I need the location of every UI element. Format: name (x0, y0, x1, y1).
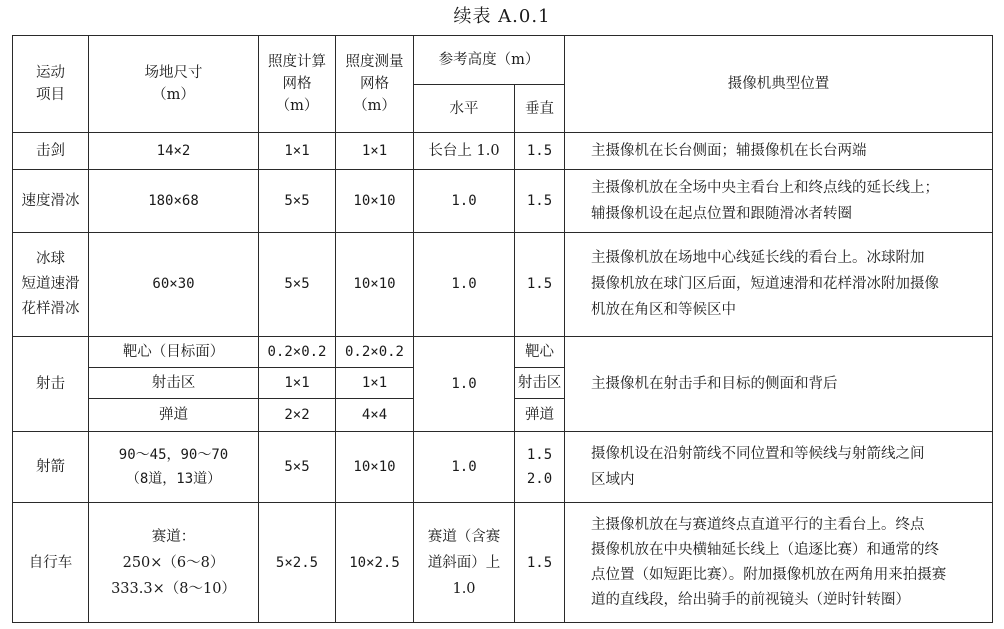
horizontal-height-cell: 1.0 (414, 232, 515, 336)
measure-grid-cell: 10×10 (336, 232, 414, 336)
field-size-cell: 180×68 (89, 170, 259, 233)
horizontal-height-cell: 1.0 (414, 336, 515, 431)
calc-grid-cell: 5×2.5 (259, 503, 336, 623)
vertical-height-cell: 弹道 (515, 399, 565, 431)
measure-grid-cell: 1×1 (336, 133, 414, 170)
camera-position-cell: 主摄像机在射击手和目标的侧面和背后 (565, 336, 993, 431)
sport-cell: 冰球 短道速滑 花样滑冰 (13, 232, 89, 336)
camera-position-cell: 主摄像机放在与赛道终点直道平行的主看台上。终点 摄像机放在中央横轴延长线上（追逐比赛）和通常的终 点位置（如短距比赛）。附加摄像机放在两角用来拍摄赛 道的直线段，给出骑手的前视镜头（逆时针转圈） (565, 503, 993, 623)
table-row (13, 503, 993, 623)
horizontal-height-cell: 1.0 (414, 431, 515, 502)
header-camera-position: 摄像机典型位置 (565, 36, 993, 133)
camera-position-cell: 摄像机设在沿射箭线不同位置和等候线与射箭线之间 区域内 (565, 431, 993, 502)
camera-position-cell: 主摄像机放在场地中心线延长线的看台上。冰球附加 摄像机放在球门区后面，短道速滑和花样滑冰附加摄像 机放在角区和等候区中 (565, 232, 993, 336)
vertical-height-cell: 1.5 (515, 503, 565, 623)
field-size-cell: 赛道： 250×（6～8） 333.3×（8～10） (89, 503, 259, 623)
camera-position-cell: 主摄像机在长台侧面；辅摄像机在长台两端 (565, 133, 993, 170)
field-size-cell: 90～45，90～70 （8道，13道） (89, 431, 259, 502)
sport-cell: 射击 (13, 336, 89, 431)
horizontal-height-cell: 1.0 (414, 170, 515, 233)
horizontal-height-cell: 赛道（含赛 道斜面）上 1.0 (414, 503, 515, 623)
field-size-cell: 14×2 (89, 133, 259, 170)
header-ref-height: 参考高度（m） (414, 36, 565, 85)
vertical-height-cell: 1.5 (515, 232, 565, 336)
field-size-cell: 弹道 (89, 399, 259, 431)
header-vertical: 垂直 (515, 84, 565, 133)
measure-grid-cell: 10×2.5 (336, 503, 414, 623)
calc-grid-cell: 1×1 (259, 368, 336, 399)
header-sport: 运动 项目 (13, 36, 89, 133)
calc-grid-cell: 1×1 (259, 133, 336, 170)
measure-grid-cell: 10×10 (336, 170, 414, 233)
calc-grid-cell: 5×5 (259, 170, 336, 233)
sport-cell: 射箭 (13, 431, 89, 502)
table-row (13, 336, 993, 367)
header-measure-grid: 照度测量 网格 （m） (336, 36, 414, 133)
vertical-height-cell: 1.5 (515, 133, 565, 170)
horizontal-height-cell: 长台上 1.0 (414, 133, 515, 170)
calc-grid-cell: 5×5 (259, 431, 336, 502)
table-row (13, 170, 993, 233)
vertical-height-cell: 靶心 (515, 336, 565, 367)
vertical-height-cell: 1.5 2.0 (515, 431, 565, 502)
measure-grid-cell: 1×1 (336, 368, 414, 399)
header-horizontal: 水平 (414, 84, 515, 133)
camera-position-cell: 主摄像机放在全场中央主看台上和终点线的延长线上； 辅摄像机设在起点位置和跟随滑冰者转圈 (565, 170, 993, 233)
sport-cell: 自行车 (13, 503, 89, 623)
vertical-height-cell: 射击区 (515, 368, 565, 399)
measure-grid-cell: 4×4 (336, 399, 414, 431)
sport-cell: 击剑 (13, 133, 89, 170)
sport-cell: 速度滑冰 (13, 170, 89, 233)
calc-grid-cell: 5×5 (259, 232, 336, 336)
vertical-height-cell: 1.5 (515, 170, 565, 233)
calc-grid-cell: 2×2 (259, 399, 336, 431)
field-size-cell: 靶心（目标面） (89, 336, 259, 367)
header-calc-grid: 照度计算 网格 （m） (259, 36, 336, 133)
camera-position-table (12, 35, 993, 623)
table-caption: 续表 A.0.1 (453, 6, 551, 27)
measure-grid-cell: 10×10 (336, 431, 414, 502)
table-row (13, 232, 993, 336)
field-size-cell: 60×30 (89, 232, 259, 336)
measure-grid-cell: 0.2×0.2 (336, 336, 414, 367)
table-row (13, 431, 993, 502)
header-field-size: 场地尺寸 （m） (89, 36, 259, 133)
field-size-cell: 射击区 (89, 368, 259, 399)
calc-grid-cell: 0.2×0.2 (259, 336, 336, 367)
table-row (13, 133, 993, 170)
